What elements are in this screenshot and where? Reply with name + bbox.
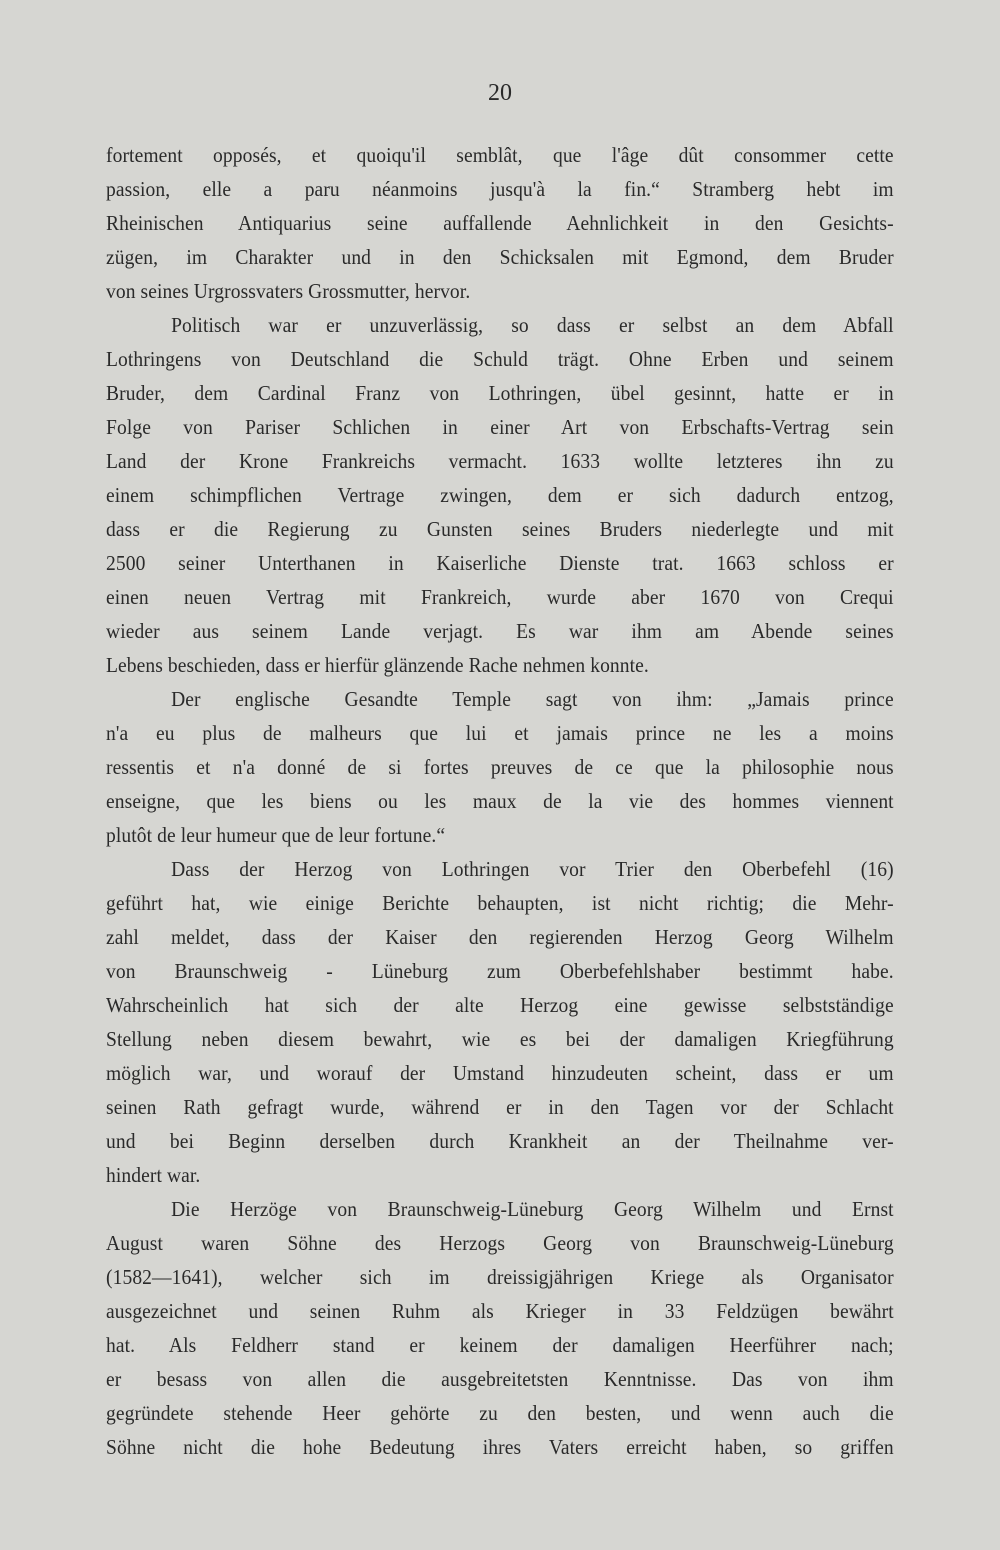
text-line: und bei Beginn derselben durch Krankheit an der Theilnahme ver- (106, 1129, 894, 1153)
text-line: gegründete stehende Heer gehörte zu den besten, und wenn auch die (106, 1401, 894, 1425)
text-line: Politisch war er unzuverlässig, so dass er selbst an dem Abfall (171, 313, 894, 337)
text-line: August waren Söhne des Herzogs Georg von Braunschweig-Lüneburg (106, 1231, 894, 1255)
text-line: Land der Krone Frankreichs vermacht. 1633 wollte letzteres ihn zu (106, 449, 894, 473)
text-line: (1582—1641), welcher sich im dreissigjährigen Kriege als Organisator (106, 1265, 894, 1289)
text-line: Rheinischen Antiquarius seine auffallende Aehnlichkeit in den Gesichts- (106, 211, 894, 235)
text-line: Lothringens von Deutschland die Schuld trägt. Ohne Erben und seinem (106, 347, 894, 371)
text-line: möglich war, und worauf der Umstand hinzudeuten scheint, dass er um (106, 1061, 894, 1085)
text-line: enseigne, que les biens ou les maux de la vie des hommes viennent (106, 789, 894, 813)
text-line: dass er die Regierung zu Gunsten seines Bruders niederlegte und mit (106, 517, 894, 541)
text-line: n'a eu plus de malheurs que lui et jamais prince ne les a moins (106, 721, 894, 745)
text-line: einem schimpflichen Vertrage zwingen, dem er sich dadurch entzog, (106, 483, 894, 507)
text-line: wieder aus seinem Lande verjagt. Es war ihm am Abende seines (106, 619, 894, 643)
text-line: Dass der Herzog von Lothringen vor Trier den Oberbefehl (16) (171, 857, 894, 881)
text-line: hindert war. (106, 1163, 201, 1187)
text-line: passion, elle a paru néanmoins jusqu'à la fin.“ Stramberg hebt im (106, 177, 894, 201)
page-number: 20 (488, 80, 512, 106)
text-line: zahl meldet, dass der Kaiser den regierenden Herzog Georg Wilhelm (106, 925, 894, 949)
text-line: ressentis et n'a donné de si fortes preuves de ce que la philosophie nous (106, 755, 894, 779)
text-line: zügen, im Charakter und in den Schicksalen mit Egmond, dem Bruder (106, 245, 894, 269)
text-line: Folge von Pariser Schlichen in einer Art von Erbschafts-Vertrag sein (106, 415, 894, 439)
text-line: Der englische Gesandte Temple sagt von ihm: „Jamais prince (171, 687, 894, 711)
text-line: er besass von allen die ausgebreitetsten Kenntnisse. Das von ihm (106, 1367, 894, 1391)
text-line: ausgezeichnet und seinen Ruhm als Krieger in 33 Feldzügen bewährt (106, 1299, 894, 1323)
text-line: hat. Als Feldherr stand er keinem der damaligen Heerführer nach; (106, 1333, 894, 1357)
text-line: plutôt de leur humeur que de leur fortune.“ (106, 823, 446, 847)
text-line: geführt hat, wie einige Berichte behaupten, ist nicht richtig; die Mehr- (106, 891, 894, 915)
text-line: Wahrscheinlich hat sich der alte Herzog eine gewisse selbstständige (106, 993, 894, 1017)
text-line: von Braunschweig - Lüneburg zum Oberbefehlshaber bestimmt habe. (106, 959, 894, 983)
text-line: 2500 seiner Unterthanen in Kaiserliche Dienste trat. 1663 schloss er (106, 551, 894, 575)
text-line: fortement opposés, et quoiqu'il semblât, que l'âge dût consommer cette (106, 143, 894, 167)
text-line: Bruder, dem Cardinal Franz von Lothringen, übel gesinnt, hatte er in (106, 381, 894, 405)
text-line: Söhne nicht die hohe Bedeutung ihres Vaters erreicht haben, so griffen (106, 1435, 894, 1459)
text-line: von seines Urgrossvaters Grossmutter, hervor. (106, 279, 471, 303)
text-line: seinen Rath gefragt wurde, während er in den Tagen vor der Schlacht (106, 1095, 894, 1119)
text-line: einen neuen Vertrag mit Frankreich, wurde aber 1670 von Crequi (106, 585, 894, 609)
text-line: Stellung neben diesem bewahrt, wie es bei der damaligen Kriegführung (106, 1027, 894, 1051)
text-line: Die Herzöge von Braunschweig-Lüneburg Georg Wilhelm und Ernst (171, 1197, 894, 1221)
text-line: Lebens beschieden, dass er hierfür glänzende Rache nehmen konnte. (106, 653, 649, 677)
